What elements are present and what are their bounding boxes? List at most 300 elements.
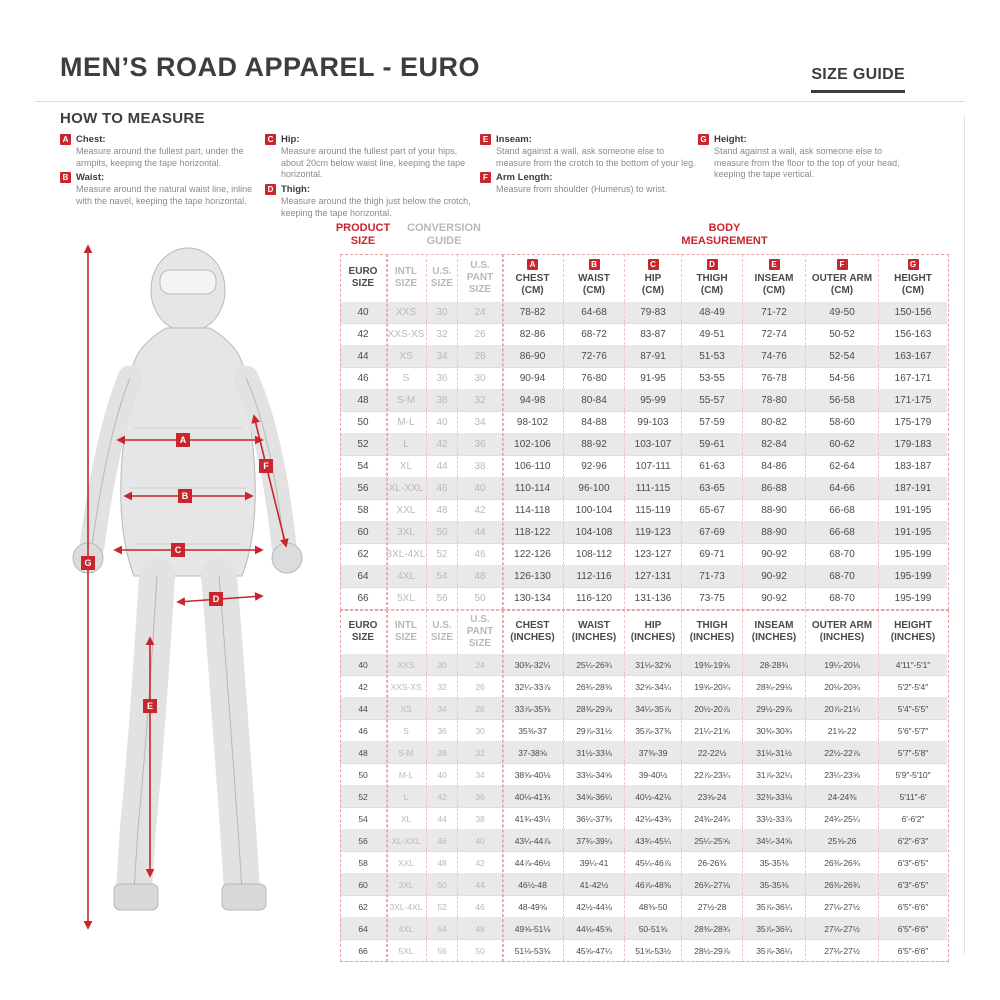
table-cell: 163-167 bbox=[878, 346, 947, 367]
table-cell: 5′2″-5′4″ bbox=[878, 676, 947, 697]
table-cell: 42 bbox=[358, 681, 368, 692]
table-cell: 44 bbox=[426, 456, 457, 477]
table-cell: 46⅞-48⅜ bbox=[624, 874, 681, 895]
table-cell: 32⅝-34¼ bbox=[624, 676, 681, 697]
column-letter-badge: F bbox=[837, 259, 848, 270]
figure-badge-f bbox=[259, 459, 273, 473]
page-title: MEN’S ROAD APPAREL - EURO bbox=[60, 52, 481, 82]
table-cell: 42½-44⅛ bbox=[563, 896, 624, 917]
table-cell: 21¼-21⅝ bbox=[681, 720, 742, 741]
column-header: U.S. PANT SIZE bbox=[457, 610, 502, 654]
column-header: INSEAM (INCHES) bbox=[742, 610, 805, 654]
column-header: EURO SIZE bbox=[348, 620, 378, 643]
table-cell: 44 bbox=[457, 522, 502, 543]
column-header: U.S. PANT SIZE bbox=[457, 254, 502, 302]
table-cell: 25⅝-26 bbox=[805, 830, 878, 851]
table-cell: 68-70 bbox=[805, 544, 878, 565]
table-cell: 26⅜-26¾ bbox=[805, 852, 878, 873]
table-cell: 35⅜-37 bbox=[518, 725, 547, 736]
table-cell: XXS bbox=[395, 307, 416, 318]
table-cell: 66 bbox=[358, 945, 368, 956]
measure-text: Stand against a wall, ask someone else to measure from the floor to the top of your head, keeping the tape vertical. bbox=[714, 146, 900, 180]
table-cell: L bbox=[403, 439, 409, 450]
table-section-inches bbox=[340, 610, 947, 962]
table-cell: 5′11″-6′ bbox=[878, 786, 947, 807]
table-cell: 31½-33⅛ bbox=[563, 742, 624, 763]
group-header-product-size: PRODUCT SIZE bbox=[335, 222, 391, 247]
table-cell: 30¾-32¼ bbox=[514, 659, 551, 670]
column-header: WAIST (INCHES) bbox=[563, 610, 624, 654]
table-cell: 64-66 bbox=[805, 478, 878, 499]
table-cell: 28 bbox=[457, 698, 502, 719]
table-cell: 100-104 bbox=[563, 500, 624, 521]
letter-badge-g: G bbox=[698, 134, 709, 145]
table-cell: 119-123 bbox=[624, 522, 681, 543]
table-cell: 50 bbox=[457, 940, 502, 961]
table-cell: 59-61 bbox=[681, 434, 742, 455]
table-cell: 72-74 bbox=[742, 324, 805, 345]
table-cell: 83-87 bbox=[624, 324, 681, 345]
table-cell: 52 bbox=[357, 439, 369, 450]
measure-name: Height: bbox=[714, 134, 747, 145]
table-cell: 40⅛-41¾ bbox=[514, 791, 551, 802]
table-cell: 76-80 bbox=[563, 368, 624, 389]
table-cell: 68-70 bbox=[805, 588, 878, 609]
table-cell: 90-94 bbox=[519, 373, 546, 384]
table-row bbox=[340, 544, 947, 566]
measure-text: Measure around the fullest part of your hips, about 20cm below waist line, keeping the tape horizontal. bbox=[281, 146, 466, 180]
svg-text:G: G bbox=[84, 558, 92, 568]
table-row bbox=[340, 346, 947, 368]
column-header: INTL SIZE bbox=[394, 266, 418, 289]
table-cell: 94-98 bbox=[519, 395, 546, 406]
table-cell: 19¼-20⅛ bbox=[805, 654, 878, 675]
table-cell: 28¾-29⅛ bbox=[742, 676, 805, 697]
table-cell: 3XL bbox=[397, 527, 415, 538]
table-cell: 51⅛-53⅜ bbox=[514, 945, 551, 956]
table-cell: 30 bbox=[457, 368, 502, 389]
table-cell: 171-175 bbox=[878, 390, 947, 411]
svg-text:B: B bbox=[181, 491, 189, 501]
table-cell: 44 bbox=[457, 874, 502, 895]
table-cell: XXL bbox=[396, 505, 416, 516]
table-cell: 34 bbox=[457, 764, 502, 785]
table-cell: 46½-48 bbox=[518, 879, 547, 890]
table-cell: 61-63 bbox=[681, 456, 742, 477]
group-header-conversion-guide: CONVERSION GUIDE bbox=[407, 222, 481, 247]
table-cell: 21⅝-22 bbox=[805, 720, 878, 741]
table-cell: 35⅞-36¼ bbox=[742, 896, 805, 917]
column-letter-badge: B bbox=[589, 259, 600, 270]
table-cell: 74-76 bbox=[742, 346, 805, 367]
table-cell: 40 bbox=[457, 478, 502, 499]
page-edge-line bbox=[964, 115, 965, 955]
table-cell: 26 bbox=[457, 676, 502, 697]
table-cell: 48-49⅝ bbox=[518, 901, 547, 912]
table-cell: 34¼-34⅝ bbox=[742, 830, 805, 851]
table-cell: 54-56 bbox=[805, 368, 878, 389]
table-cell: 39-40½ bbox=[624, 764, 681, 785]
measure-text: Measure around the natural waist line, inline with the navel, keeping the tape horizontal. bbox=[76, 184, 253, 207]
table-cell: 40 bbox=[457, 830, 502, 851]
table-cell: 35⅞-36¼ bbox=[742, 918, 805, 939]
table-cell: 66-68 bbox=[805, 522, 878, 543]
table-cell: 3XL bbox=[398, 879, 414, 890]
table-row bbox=[340, 368, 947, 390]
table-cell: 64 bbox=[358, 923, 368, 934]
table-row bbox=[340, 742, 947, 764]
table-cell: 56 bbox=[358, 835, 368, 846]
table-cell: 42 bbox=[457, 852, 502, 873]
table-cell: 62 bbox=[358, 901, 368, 912]
column-header: EURO SIZE bbox=[348, 266, 378, 289]
table-cell: 40 bbox=[357, 307, 369, 318]
table-cell: 53-55 bbox=[681, 368, 742, 389]
table-row bbox=[340, 808, 947, 830]
table-cell: 34⅝-36¼ bbox=[563, 786, 624, 807]
table-cell: 49⅝-51⅛ bbox=[514, 923, 551, 934]
table-cell: 79-83 bbox=[624, 302, 681, 323]
table-cell: 115-119 bbox=[624, 500, 681, 521]
table-cell: 33⅞-35⅜ bbox=[514, 703, 551, 714]
table-cell: 49-51 bbox=[681, 324, 742, 345]
column-header: CHEST (INCHES) bbox=[510, 620, 555, 643]
table-cell: 3XL-4XL bbox=[386, 549, 426, 560]
measure-item-hip bbox=[265, 134, 480, 181]
table-cell: 130-134 bbox=[514, 593, 551, 604]
table-cell: 6′5″-6′6″ bbox=[878, 940, 947, 961]
table-cell: 31⅞-32¼ bbox=[742, 764, 805, 785]
table-cell: 104-108 bbox=[563, 522, 624, 543]
table-cell: 107-111 bbox=[624, 456, 681, 477]
table-row bbox=[340, 522, 947, 544]
table-cell: 49-50 bbox=[805, 302, 878, 323]
measure-name: Hip: bbox=[281, 134, 300, 145]
table-cell: 4′11″-5′1″ bbox=[878, 654, 947, 675]
table-cell: 103-107 bbox=[624, 434, 681, 455]
letter-badge-f: F bbox=[480, 172, 491, 183]
table-cell: 34 bbox=[426, 698, 457, 719]
table-cell: 24¾-25¼ bbox=[805, 808, 878, 829]
measure-text: Measure around the fullest part, under the armpits, keeping the tape horizontal. bbox=[76, 146, 244, 168]
table-cell: 43¾-45¼ bbox=[624, 830, 681, 851]
table-cell: 62-64 bbox=[805, 456, 878, 477]
table-cell: 52 bbox=[358, 791, 368, 802]
table-cell: 60 bbox=[358, 879, 368, 890]
table-cell: M-L bbox=[398, 769, 414, 780]
measure-item-thigh bbox=[265, 184, 480, 219]
measure-name: Chest: bbox=[76, 134, 106, 145]
table-cell: 48 bbox=[426, 500, 457, 521]
group-header-body-measurement: BODY MEASUREMENT bbox=[681, 222, 768, 247]
table-cell: 50 bbox=[358, 769, 368, 780]
table-cell: 37⅜-39 bbox=[624, 742, 681, 763]
measure-name: Inseam: bbox=[496, 134, 532, 145]
table-cell: 20½-20⅞ bbox=[681, 698, 742, 719]
table-cell: 6′5″-6′6″ bbox=[878, 918, 947, 939]
table-cell: XXL bbox=[398, 857, 414, 868]
table-cell: 39¼-41 bbox=[563, 852, 624, 873]
table-cell: 56-58 bbox=[805, 390, 878, 411]
table-row bbox=[340, 412, 947, 434]
column-header: G HEIGHT (CM) bbox=[878, 254, 947, 302]
table-cell: XS bbox=[399, 351, 413, 362]
table-cell: 54 bbox=[357, 461, 369, 472]
table-cell: 71-73 bbox=[681, 566, 742, 587]
table-cell: 78-80 bbox=[742, 390, 805, 411]
table-cell: 37¾-39¼ bbox=[563, 830, 624, 851]
table-cell: S-M bbox=[396, 395, 416, 406]
table-cell: 6′5″-6′6″ bbox=[878, 896, 947, 917]
table-cell: 68-72 bbox=[563, 324, 624, 345]
table-cell: 6′3″-6′5″ bbox=[878, 874, 947, 895]
table-cell: 55-57 bbox=[681, 390, 742, 411]
table-cell: 73-75 bbox=[681, 588, 742, 609]
table-cell: 40 bbox=[358, 659, 368, 670]
column-header: OUTER ARM (INCHES) bbox=[805, 610, 878, 654]
table-cell: 27½-28 bbox=[681, 896, 742, 917]
table-cell: 50 bbox=[357, 417, 369, 428]
table-cell: 56 bbox=[426, 940, 457, 961]
column-header: U.S. SIZE bbox=[426, 610, 457, 654]
table-cell: 71-72 bbox=[742, 302, 805, 323]
table-cell: 26¾-28⅜ bbox=[563, 676, 624, 697]
size-table bbox=[335, 222, 947, 962]
table-cell: 31⅛-32⅝ bbox=[624, 654, 681, 675]
table-cell: 82-86 bbox=[519, 329, 546, 340]
column-letter-badge: C bbox=[648, 259, 659, 270]
column-letter-badge: A bbox=[527, 259, 538, 270]
column-header: THIGH (INCHES) bbox=[681, 610, 742, 654]
table-cell: 32⅜-33⅛ bbox=[742, 786, 805, 807]
measure-text: Measure from shoulder (Humerus) to wrist. bbox=[496, 184, 668, 195]
measure-item-chest bbox=[60, 134, 265, 169]
measure-item-height bbox=[698, 134, 903, 181]
column-header: U.S. SIZE bbox=[426, 254, 457, 302]
table-cell: 50-52 bbox=[805, 324, 878, 345]
table-row bbox=[340, 940, 947, 962]
column-header: HEIGHT (INCHES) bbox=[878, 610, 947, 654]
table-cell: 22-22½ bbox=[681, 742, 742, 763]
table-cell: 116-120 bbox=[563, 588, 624, 609]
table-cell: 52 bbox=[426, 544, 457, 565]
table-cell: 92-96 bbox=[563, 456, 624, 477]
table-row bbox=[340, 830, 947, 852]
table-cell: 26¾-27⅛ bbox=[681, 874, 742, 895]
table-cell: 19⅜-19⅝ bbox=[681, 654, 742, 675]
table-cell: 38 bbox=[426, 390, 457, 411]
table-cell: 28 bbox=[457, 346, 502, 367]
table-cell: 46 bbox=[457, 896, 502, 917]
svg-text:F: F bbox=[263, 461, 269, 471]
table-cell: 56 bbox=[426, 588, 457, 609]
table-row bbox=[340, 500, 947, 522]
table-cell: 36 bbox=[426, 720, 457, 741]
table-cell: 122-126 bbox=[514, 549, 551, 560]
table-cell: 46 bbox=[457, 544, 502, 565]
column-header: D THIGH (CM) bbox=[681, 254, 742, 302]
table-cell: 6′-6′2″ bbox=[878, 808, 947, 829]
measure-item-arm-length bbox=[480, 172, 698, 196]
table-row bbox=[340, 698, 947, 720]
table-cell: 38 bbox=[457, 456, 502, 477]
table-row bbox=[340, 478, 947, 500]
tab-size-guide[interactable]: SIZE GUIDE bbox=[811, 66, 905, 93]
table-cell: L bbox=[403, 791, 409, 802]
table-cell: 44⅞-46½ bbox=[514, 857, 551, 868]
table-row bbox=[340, 302, 947, 324]
table-cell: 111-115 bbox=[624, 478, 681, 499]
table-cell: 32 bbox=[426, 676, 457, 697]
table-cell: 90-92 bbox=[742, 544, 805, 565]
table-cell: 88-90 bbox=[742, 522, 805, 543]
column-header: INTL SIZE bbox=[394, 620, 418, 643]
table-cell: 167-171 bbox=[878, 368, 947, 389]
measure-name: Arm Length: bbox=[496, 172, 553, 184]
table-cell: 84-88 bbox=[563, 412, 624, 433]
table-cell: 29⅞-31½ bbox=[563, 720, 624, 741]
table-cell: 22⅞-23¼ bbox=[681, 764, 742, 785]
table-cell: 76-78 bbox=[742, 368, 805, 389]
table-row bbox=[340, 874, 947, 896]
column-letter-badge: E bbox=[769, 259, 780, 270]
table-cell: 126-130 bbox=[514, 571, 551, 582]
table-cell: 24 bbox=[457, 654, 502, 675]
rider-silhouette bbox=[73, 248, 302, 910]
table-cell: 5XL bbox=[398, 945, 414, 956]
table-cell: 27⅛-27½ bbox=[805, 940, 878, 961]
table-row bbox=[340, 566, 947, 588]
table-cell: 22½-22⅞ bbox=[805, 742, 878, 763]
table-cell: 191-195 bbox=[878, 500, 947, 521]
table-cell: 54 bbox=[358, 813, 368, 824]
table-cell: 64-68 bbox=[563, 302, 624, 323]
table-cell: 44 bbox=[426, 808, 457, 829]
table-cell: 24⅜-24¾ bbox=[681, 808, 742, 829]
table-cell: 69-71 bbox=[681, 544, 742, 565]
table-cell: 38⅝-40⅛ bbox=[514, 769, 551, 780]
table-cell: 80-84 bbox=[563, 390, 624, 411]
table-cell: 50 bbox=[426, 874, 457, 895]
table-row bbox=[340, 720, 947, 742]
table-cell: 191-195 bbox=[878, 522, 947, 543]
table-cell: 40 bbox=[426, 412, 457, 433]
table-row bbox=[340, 588, 947, 610]
table-section-cm bbox=[340, 254, 947, 610]
table-cell: 67-69 bbox=[681, 522, 742, 543]
table-cell: 95-99 bbox=[624, 390, 681, 411]
table-cell: 32 bbox=[426, 324, 457, 345]
table-cell: 48-49 bbox=[681, 302, 742, 323]
table-row bbox=[340, 434, 947, 456]
table-cell: 62 bbox=[357, 549, 369, 560]
table-cell: 127-131 bbox=[624, 566, 681, 587]
table-cell: 46 bbox=[357, 373, 369, 384]
table-cell: 30⅜-30¾ bbox=[742, 720, 805, 741]
table-cell: 30 bbox=[426, 302, 457, 323]
table-cell: 48⅜-50 bbox=[624, 896, 681, 917]
table-cell: 43¼-44⅞ bbox=[514, 835, 551, 846]
column-header: F OUTER ARM (CM) bbox=[805, 254, 878, 302]
table-cell: 28⅜-29⅞ bbox=[563, 698, 624, 719]
table-subheader bbox=[340, 610, 947, 654]
table-cell: 52-54 bbox=[805, 346, 878, 367]
table-cell: 27⅛-27½ bbox=[805, 918, 878, 939]
svg-text:D: D bbox=[212, 594, 220, 604]
table-cell: 19⅝-20¼ bbox=[681, 676, 742, 697]
table-cell: 86-88 bbox=[742, 478, 805, 499]
letter-badge-a: A bbox=[60, 134, 71, 145]
table-cell: 26⅜-26¾ bbox=[805, 874, 878, 895]
table-cell: 99-103 bbox=[624, 412, 681, 433]
table-cell: 46 bbox=[358, 725, 368, 736]
table-cell: 5′4″-5′5″ bbox=[878, 698, 947, 719]
table-cell: 58 bbox=[357, 505, 369, 516]
table-cell: 42 bbox=[426, 434, 457, 455]
table-cell: 42 bbox=[426, 786, 457, 807]
table-cell: 46 bbox=[426, 478, 457, 499]
table-cell: XXS-XS bbox=[387, 329, 425, 340]
column-header: C HIP (CM) bbox=[624, 254, 681, 302]
table-cell: XXS bbox=[397, 659, 415, 670]
table-cell: 52 bbox=[426, 896, 457, 917]
table-cell: 84-86 bbox=[742, 456, 805, 477]
table-cell: 58-60 bbox=[805, 412, 878, 433]
column-letter-badge: G bbox=[908, 259, 919, 270]
table-cell: 96-100 bbox=[563, 478, 624, 499]
table-cell: 45⅝-47¼ bbox=[563, 940, 624, 961]
table-cell: 88-92 bbox=[563, 434, 624, 455]
table-cell: 25¼-25⅝ bbox=[681, 830, 742, 851]
table-cell: 123-127 bbox=[624, 544, 681, 565]
table-cell: 179-183 bbox=[878, 434, 947, 455]
table-cell: 32 bbox=[457, 390, 502, 411]
table-cell: 98-102 bbox=[516, 417, 549, 428]
table-row bbox=[340, 786, 947, 808]
column-header: E INSEAM (CM) bbox=[742, 254, 805, 302]
table-cell: 41¾-43¼ bbox=[514, 813, 551, 824]
table-cell: 32¼-33⅞ bbox=[514, 681, 551, 692]
table-cell: 30 bbox=[457, 720, 502, 741]
table-cell: 78-82 bbox=[519, 307, 546, 318]
table-cell: 35⅞-37⅜ bbox=[624, 720, 681, 741]
table-cell: 82-84 bbox=[742, 434, 805, 455]
table-cell: XXS-XS bbox=[390, 681, 422, 692]
figure-badge-d bbox=[209, 592, 223, 606]
table-cell: 40 bbox=[426, 764, 457, 785]
table-row bbox=[340, 764, 947, 786]
svg-text:C: C bbox=[174, 545, 182, 555]
table-cell: 44 bbox=[358, 703, 368, 714]
table-cell: S bbox=[403, 725, 409, 736]
table-cell: 48 bbox=[457, 566, 502, 587]
table-cell: 90-92 bbox=[742, 566, 805, 587]
table-cell: 72-76 bbox=[563, 346, 624, 367]
table-cell: XL bbox=[400, 813, 412, 824]
table-cell: 86-90 bbox=[519, 351, 546, 362]
table-cell: 3XL-4XL bbox=[389, 901, 423, 912]
table-cell: 80-82 bbox=[742, 412, 805, 433]
table-cell: 35-35⅜ bbox=[742, 874, 805, 895]
letter-badge-d: D bbox=[265, 184, 276, 195]
measure-item-waist bbox=[60, 172, 265, 207]
table-cell: 118-122 bbox=[514, 527, 551, 538]
table-cell: 28½-29⅞ bbox=[681, 940, 742, 961]
table-cell: 110-114 bbox=[514, 483, 551, 494]
table-cell: 4XL bbox=[397, 571, 415, 582]
figure-badge-e bbox=[143, 699, 157, 713]
table-cell: 50 bbox=[426, 522, 457, 543]
